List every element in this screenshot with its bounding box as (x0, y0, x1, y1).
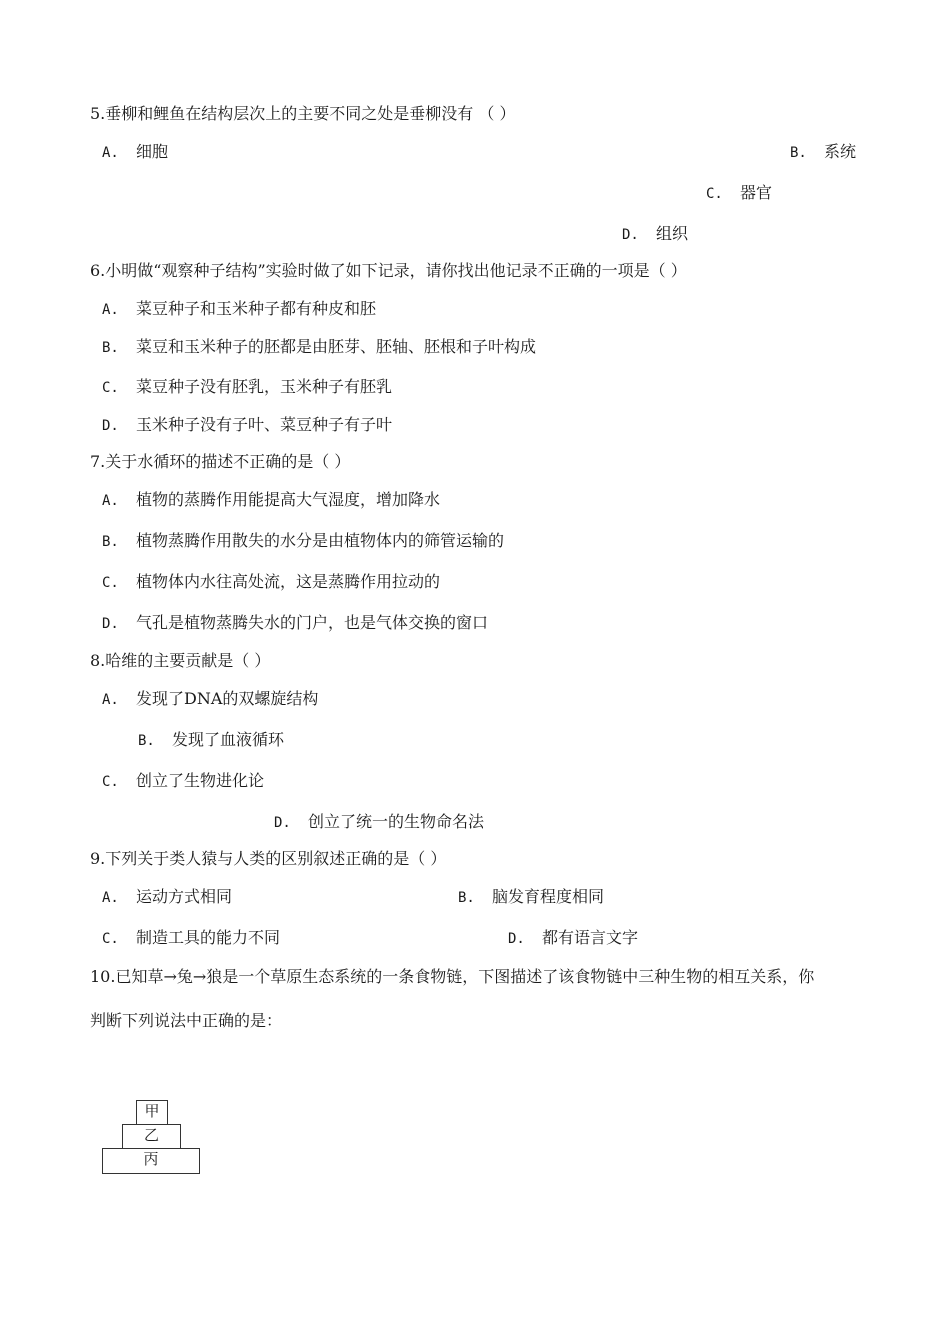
option-text: 植物蒸腾作用散失的水分是由植物体内的筛管运输的 (136, 531, 505, 550)
option-letter: A. (102, 493, 119, 509)
option-letter: B. (102, 340, 119, 356)
question-7-option-d[interactable] (102, 613, 488, 634)
question-5-option-a[interactable] (102, 142, 168, 163)
option-letter: A. (102, 302, 119, 318)
question-5-stem: 5.垂柳和鲤鱼在结构层次上的主要不同之处是垂柳没有 （ ） (90, 104, 516, 123)
option-letter: C. (102, 774, 119, 790)
option-text: 气孔是植物蒸腾失水的门户，也是气体交换的窗口 (136, 613, 489, 632)
question-10-stem-line2: 判断下列说法中正确的是： (90, 1011, 283, 1030)
option-letter: C. (102, 575, 119, 591)
question-5-option-d[interactable] (622, 224, 688, 245)
question-6-option-a[interactable] (102, 299, 376, 320)
option-text: 创立了生物进化论 (136, 771, 265, 790)
question-9-option-b[interactable] (458, 887, 604, 908)
question-9-stem: 9.下列关于类人猿与人类的区别叙述正确的是（ ） (90, 849, 447, 868)
pyramid-level-bottom: 丙 (102, 1148, 200, 1174)
option-letter: D. (102, 418, 119, 434)
option-text: 脑发育程度相同 (492, 887, 605, 906)
option-letter: A. (102, 692, 119, 708)
question-8-option-d[interactable] (274, 812, 484, 833)
option-text: 细胞 (136, 142, 169, 161)
question-7-option-b[interactable] (102, 531, 504, 552)
option-text: 植物的蒸腾作用能提高大气湿度，增加降水 (136, 490, 441, 509)
option-letter: B. (102, 534, 119, 550)
option-text: 系统 (824, 142, 857, 161)
option-letter: A. (102, 145, 119, 161)
option-letter: B. (458, 890, 475, 906)
option-text: 制造工具的能力不同 (136, 928, 281, 947)
option-text: 创立了统一的生物命名法 (308, 812, 485, 831)
question-5-option-c[interactable] (706, 183, 772, 204)
question-7-option-c[interactable] (102, 572, 440, 593)
option-text: 植物体内水往高处流，这是蒸腾作用拉动的 (136, 572, 441, 591)
question-9-option-d[interactable] (508, 928, 638, 949)
option-text: 菜豆种子没有胚乳，玉米种子有胚乳 (136, 377, 393, 396)
question-8-option-a[interactable] (102, 689, 318, 710)
option-text: 都有语言文字 (542, 928, 639, 947)
option-letter: D. (102, 616, 119, 632)
question-8-option-b[interactable] (138, 730, 284, 751)
pyramid-level-middle: 乙 (122, 1124, 181, 1149)
option-letter: B. (138, 733, 155, 749)
question-9-option-c[interactable] (102, 928, 280, 949)
option-text: 菜豆种子和玉米种子都有种皮和胚 (136, 299, 377, 318)
option-text: 菜豆和玉米种子的胚都是由胚芽、胚轴、胚根和子叶构成 (136, 337, 537, 356)
option-text: 器官 (740, 183, 773, 202)
option-letter: D. (274, 815, 291, 831)
question-6-stem: 6.小明做“观察种子结构”实验时做了如下记录，请你找出他记录不正确的一项是（ ） (90, 261, 687, 280)
option-text: 发现了血液循环 (172, 730, 285, 749)
question-6-option-c[interactable] (102, 377, 392, 398)
option-letter: C. (102, 380, 119, 396)
option-letter: C. (102, 931, 119, 947)
pyramid-level-top: 甲 (136, 1100, 168, 1125)
question-10-stem-line1: 10.已知草→兔→狼是一个草原生态系统的一条食物链，下图描述了该食物链中三种生物的相互关系，你 (90, 967, 815, 986)
option-text: 运动方式相同 (136, 887, 233, 906)
option-text: 组织 (656, 224, 689, 243)
question-7-option-a[interactable] (102, 490, 440, 511)
question-9-option-a[interactable] (102, 887, 232, 908)
option-letter: B. (790, 145, 807, 161)
question-6-option-b[interactable] (102, 337, 536, 358)
option-letter: D. (622, 227, 639, 243)
question-8-option-c[interactable] (102, 771, 264, 792)
option-text: 玉米种子没有子叶、菜豆种子有子叶 (136, 415, 393, 434)
food-pyramid-diagram (102, 1100, 202, 1175)
option-letter: A. (102, 890, 119, 906)
option-text: 发现了DNA的双螺旋结构 (136, 689, 319, 708)
option-letter: C. (706, 186, 723, 202)
question-6-option-d[interactable] (102, 415, 392, 436)
question-8-stem: 8.哈维的主要贡献是（ ） (90, 651, 271, 670)
question-5-option-b[interactable] (790, 142, 856, 163)
question-7-stem: 7.关于水循环的描述不正确的是（ ） (90, 452, 351, 471)
option-letter: D. (508, 931, 525, 947)
